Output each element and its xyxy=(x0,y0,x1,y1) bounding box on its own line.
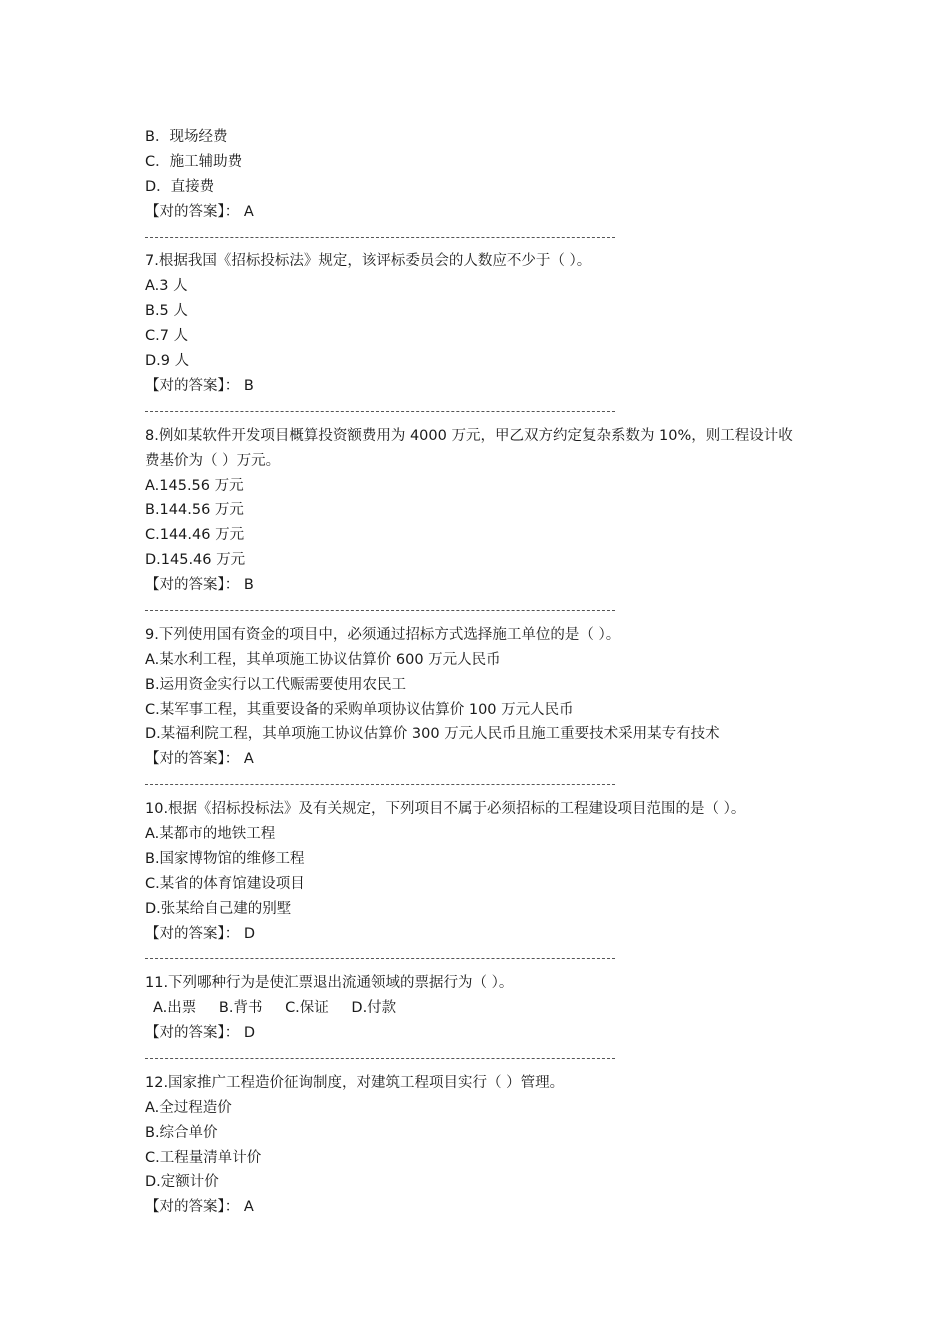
answer-line: 【对的答案】： A xyxy=(145,1199,254,1216)
option-line: B.5 人 xyxy=(145,303,188,320)
dashed-separator xyxy=(145,946,805,971)
option-line: B.144.56 万元 xyxy=(145,502,244,519)
option-line: C.144.46 万元 xyxy=(145,527,245,544)
answer-line: 【对的答案】： A xyxy=(145,751,254,768)
option-line: C．施工辅助费 xyxy=(145,153,243,170)
option-line: A.某水利工程，其单项施工协议估算价 600 万元人民币 xyxy=(145,651,501,668)
option-line: D．直接费 xyxy=(145,178,215,195)
option-line: D.张某给自己建的别墅 xyxy=(145,900,292,917)
question-7-text: 7.根据我国《招标投标法》规定，该评标委员会的人数应不少于（ ）。 xyxy=(145,253,592,270)
question-12-text: 12.国家推广工程造价征询制度，对建筑工程项目实行（ ）管理。 xyxy=(145,1074,565,1091)
dashed-separator xyxy=(145,1046,805,1071)
option-line: D.9 人 xyxy=(145,353,190,370)
option-item: D.付款 xyxy=(351,1000,397,1017)
question-8-text: 8.例如某软件开发项目概算投资额费用为 4000 万元，甲乙双方约定复杂系数为 10%，则工程设计收费基价为（ ）万元。 xyxy=(145,427,793,469)
dashed-separator xyxy=(145,772,805,797)
answer-line: 【对的答案】： B xyxy=(145,377,254,394)
question-11-text: 11.下列哪种行为是使汇票退出流通领域的票据行为（ ）。 xyxy=(145,975,514,992)
option-line: C.7 人 xyxy=(145,328,189,345)
option-line: A.3 人 xyxy=(145,278,188,295)
dashed-separator xyxy=(145,399,805,424)
option-item: C.保证 xyxy=(285,1000,329,1017)
option-item: B.背书 xyxy=(218,1000,263,1017)
dashed-separator xyxy=(145,598,805,623)
option-line: D.定额计价 xyxy=(145,1174,219,1191)
option-line: D.145.46 万元 xyxy=(145,552,246,569)
option-line: C.某省的体育馆建设项目 xyxy=(145,875,305,892)
option-item: A.出票 xyxy=(153,1000,197,1017)
option-line: D.某福利院工程，其单项施工协议估算价 300 万元人民币且施工重要技术采用某专有技术 xyxy=(145,726,720,743)
question-10-text: 10.根据《招标投标法》及有关规定，下列项目不属于必须招标的工程建设项目范围的是（ ）。 xyxy=(145,801,746,818)
dashed-separator xyxy=(145,225,805,250)
option-line: B.综合单价 xyxy=(145,1124,218,1141)
question-9-text: 9.下列使用国有资金的项目中，必须通过招标方式选择施工单位的是（ ）。 xyxy=(145,626,621,643)
option-line: A.全过程造价 xyxy=(145,1099,232,1116)
option-line: B.国家博物馆的维修工程 xyxy=(145,850,305,867)
question-list xyxy=(145,125,805,1220)
option-line: A.145.56 万元 xyxy=(145,477,244,494)
option-line: C.某军事工程，其重要设备的采购单项协议估算价 100 万元人民币 xyxy=(145,701,574,718)
answer-line: 【对的答案】： D xyxy=(145,925,256,942)
option-line: C.工程量清单计价 xyxy=(145,1149,262,1166)
option-line: B.运用资金实行以工代赈需要使用农民工 xyxy=(145,676,407,693)
answer-line: 【对的答案】： D xyxy=(145,1025,256,1042)
inline-options xyxy=(145,996,805,1021)
answer-line: 【对的答案】： A xyxy=(145,203,254,220)
option-line: A.某都市的地铁工程 xyxy=(145,825,276,842)
answer-line: 【对的答案】： B xyxy=(145,577,254,594)
option-line: B．现场经费 xyxy=(145,129,228,145)
